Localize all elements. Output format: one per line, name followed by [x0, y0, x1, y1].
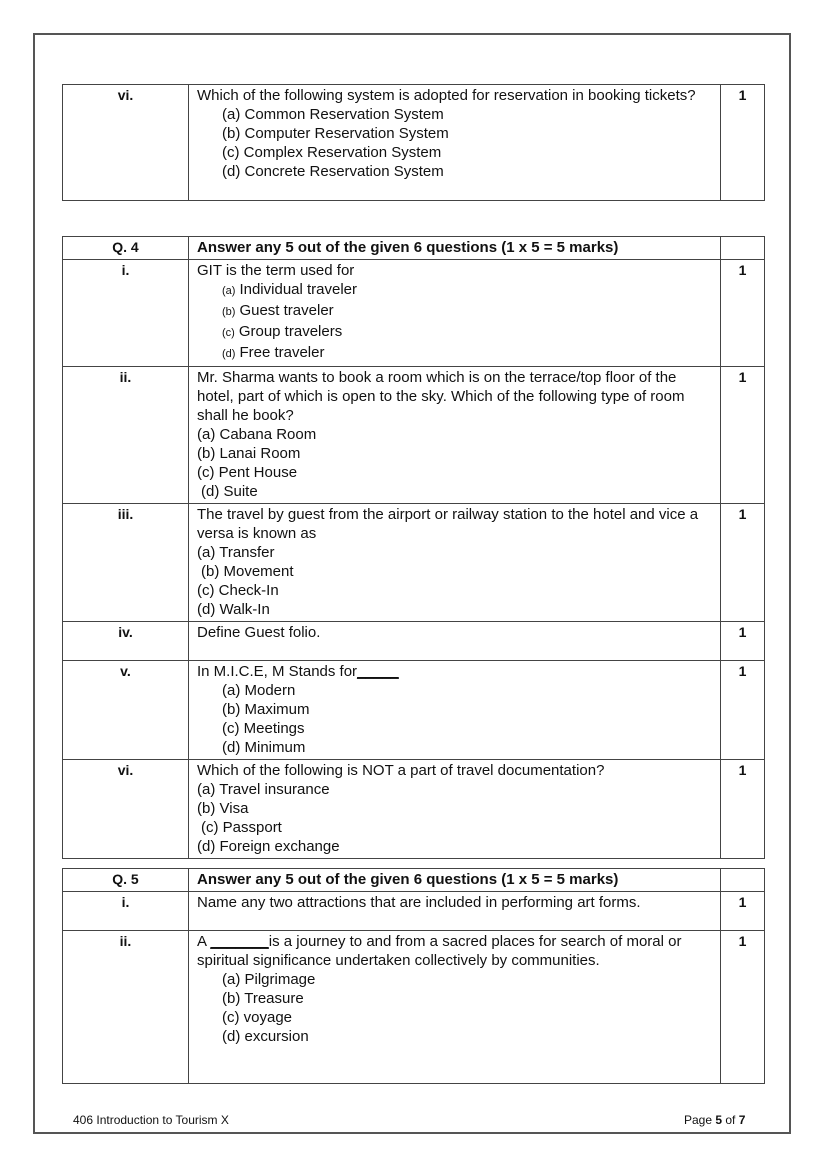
table-row — [63, 661, 765, 760]
question-number: i. — [63, 260, 189, 367]
option-b: (b) Treasure — [222, 990, 304, 1007]
marks: 1 — [721, 622, 765, 661]
question-text: Which of the following is NOT a part of travel documentation? — [197, 762, 605, 779]
question-number: i. — [63, 892, 189, 931]
question-number: ii. — [63, 367, 189, 504]
question-cell — [189, 367, 721, 504]
option-d: (d) Minimum — [222, 739, 306, 756]
question-table-q4 — [62, 236, 765, 859]
question-number: ii. — [63, 931, 189, 1084]
section-instruction: Answer any 5 out of the given 6 questions (1 x 5 = 5 marks) — [189, 869, 721, 892]
question-text: Mr. Sharma wants to book a room which is on the terrace/top floor of the hotel, part of which is open to the sky. Which of the following type of room shall he book? — [197, 369, 685, 424]
option-d: (d) excursion — [222, 1028, 309, 1045]
question-cell — [189, 85, 721, 201]
question-cell — [189, 931, 721, 1084]
option-a: (a) Travel insurance — [197, 781, 330, 798]
question-text: In M.I.C.E, M Stands for — [197, 663, 358, 680]
question-cell — [189, 504, 721, 622]
option-d: (d) Concrete Reservation System — [222, 163, 444, 180]
option-d: (d) Free traveler — [222, 344, 325, 361]
option-a: (a) Modern — [222, 682, 296, 699]
table-row — [63, 622, 765, 661]
marks-header — [721, 869, 765, 892]
table-row — [63, 892, 765, 931]
question-number: iv. — [63, 622, 189, 661]
question-table-q5 — [62, 868, 765, 1084]
section-number: Q. 5 — [63, 869, 189, 892]
marks: 1 — [721, 85, 765, 201]
marks: 1 — [721, 260, 765, 367]
marks: 1 — [721, 760, 765, 859]
option-b: (b) Computer Reservation System — [222, 125, 449, 142]
question-number: iii. — [63, 504, 189, 622]
answer-blank: _______ — [210, 933, 269, 950]
answer-blank: _____ — [357, 663, 399, 680]
marks: 1 — [721, 892, 765, 931]
section-number: Q. 4 — [63, 237, 189, 260]
option-c: (c) Meetings — [222, 720, 305, 737]
question-prefix: A — [197, 933, 211, 950]
table-row — [63, 85, 765, 201]
question-text: Name any two attractions that are included in performing art forms. — [197, 894, 641, 911]
marks: 1 — [721, 931, 765, 1084]
question-cell — [189, 622, 721, 661]
option-c: (c) Pent House — [197, 464, 298, 481]
table-row — [63, 260, 765, 367]
table-row — [63, 367, 765, 504]
option-c: (c) Passport — [201, 819, 282, 836]
option-c: (c) Check-In — [197, 582, 279, 599]
option-b: (b) Lanai Room — [197, 445, 301, 462]
option-a: (a) Common Reservation System — [222, 106, 444, 123]
option-d: (d) Walk-In — [197, 601, 270, 618]
option-b: (b) Maximum — [222, 701, 310, 718]
question-cell — [189, 260, 721, 367]
option-a: (a) Transfer — [197, 544, 275, 561]
section-instruction: Answer any 5 out of the given 6 questions (1 x 5 = 5 marks) — [189, 237, 721, 260]
footer-subject: 406 Introduction to Tourism X — [73, 1113, 229, 1127]
marks: 1 — [721, 661, 765, 760]
option-a: (a) Pilgrimage — [222, 971, 316, 988]
option-a: (a) Individual traveler — [222, 281, 358, 298]
footer-page-number: Page 5 of 7 — [684, 1113, 746, 1127]
option-b: (b) Visa — [197, 800, 249, 817]
question-number: v. — [63, 661, 189, 760]
option-b: (b) Movement — [201, 563, 294, 580]
option-b: (b) Guest traveler — [222, 302, 334, 319]
question-text: Which of the following system is adopted for reservation in booking tickets? — [197, 87, 696, 104]
question-cell — [189, 892, 721, 931]
question-text: The travel by guest from the airport or railway station to the hotel and vice a versa is known as — [197, 506, 699, 542]
question-text: Define Guest folio. — [197, 624, 321, 641]
question-cell — [189, 661, 721, 760]
question-cell — [189, 760, 721, 859]
question-table-continued — [62, 84, 765, 201]
table-row — [63, 931, 765, 1084]
table-header-row — [63, 237, 765, 260]
option-d: (d) Foreign exchange — [197, 838, 340, 855]
option-c: (c) Group travelers — [222, 323, 343, 340]
option-c: (c) voyage — [222, 1009, 293, 1026]
table-row — [63, 760, 765, 859]
question-number: vi. — [63, 85, 189, 201]
table-row — [63, 504, 765, 622]
marks: 1 — [721, 367, 765, 504]
option-a: (a) Cabana Room — [197, 426, 317, 443]
option-d: (d) Suite — [201, 483, 258, 500]
table-header-row — [63, 869, 765, 892]
option-c: (c) Complex Reservation System — [222, 144, 442, 161]
question-text: GIT is the term used for — [197, 262, 355, 279]
question-number: vi. — [63, 760, 189, 859]
question-text: is a journey to and from a sacred places for search of moral or spiritual significance undertaken collectively by communities. — [197, 933, 682, 969]
marks: 1 — [721, 504, 765, 622]
marks-header — [721, 237, 765, 260]
